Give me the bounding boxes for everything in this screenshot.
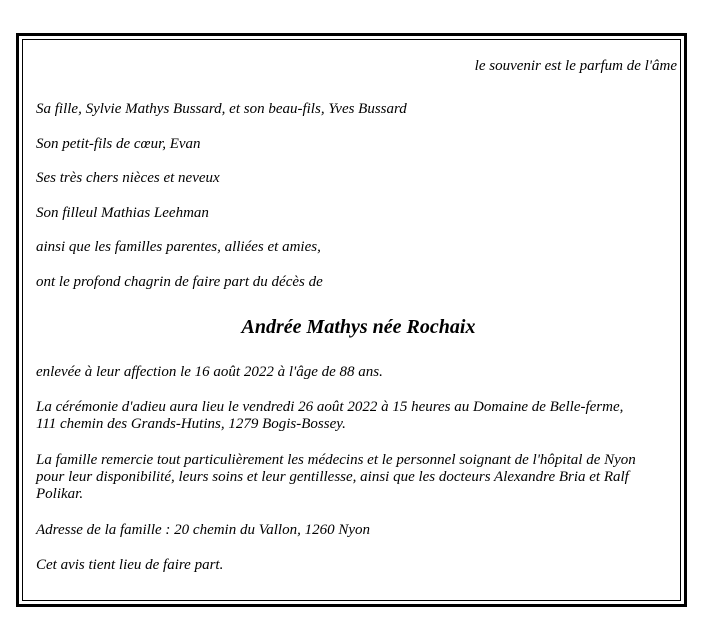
family-line-grandson: Son petit-fils de cœur, Evan — [36, 136, 201, 152]
closing-note: Cet avis tient lieu de faire part. — [36, 557, 224, 573]
announcement-line: ont le profond chagrin de faire part du décès de — [36, 274, 323, 290]
ceremony-line-1: La cérémonie d'adieu aura lieu le vendredi 26 août 2022 à 15 heures au Domaine de Belle-ferme, — [36, 399, 624, 415]
family-line-relatives: ainsi que les familles parentes, alliées et amies, — [36, 239, 321, 255]
ceremony-line-2: 111 chemin des Grands-Hutins, 1279 Bogis-Bossey. — [36, 416, 346, 432]
thanks-line-1: La famille remercie tout particulièrement les médecins et le personnel soignant de l'hôpital de Nyon — [36, 452, 636, 468]
deceased-name: Andrée Mathys née Rochaix — [241, 316, 476, 338]
passing-notice: enlevée à leur affection le 16 août 2022 à l'âge de 88 ans. — [36, 364, 383, 380]
epigraph: le souvenir est le parfum de l'âme — [474, 58, 677, 74]
family-line-nieces-nephews: Ses très chers nièces et neveux — [36, 170, 220, 186]
thanks-line-3: Polikar. — [36, 486, 84, 502]
thanks-line-2: pour leur disponibilité, leurs soins et leur gentillesse, ainsi que les docteurs Alexandre Bria et Ralf — [36, 469, 629, 485]
family-line-godson: Son filleul Mathias Leehman — [36, 205, 209, 221]
family-line-daughter: Sa fille, Sylvie Mathys Bussard, et son beau-fils, Yves Bussard — [36, 101, 407, 117]
family-address: Adresse de la famille : 20 chemin du Vallon, 1260 Nyon — [36, 522, 370, 538]
